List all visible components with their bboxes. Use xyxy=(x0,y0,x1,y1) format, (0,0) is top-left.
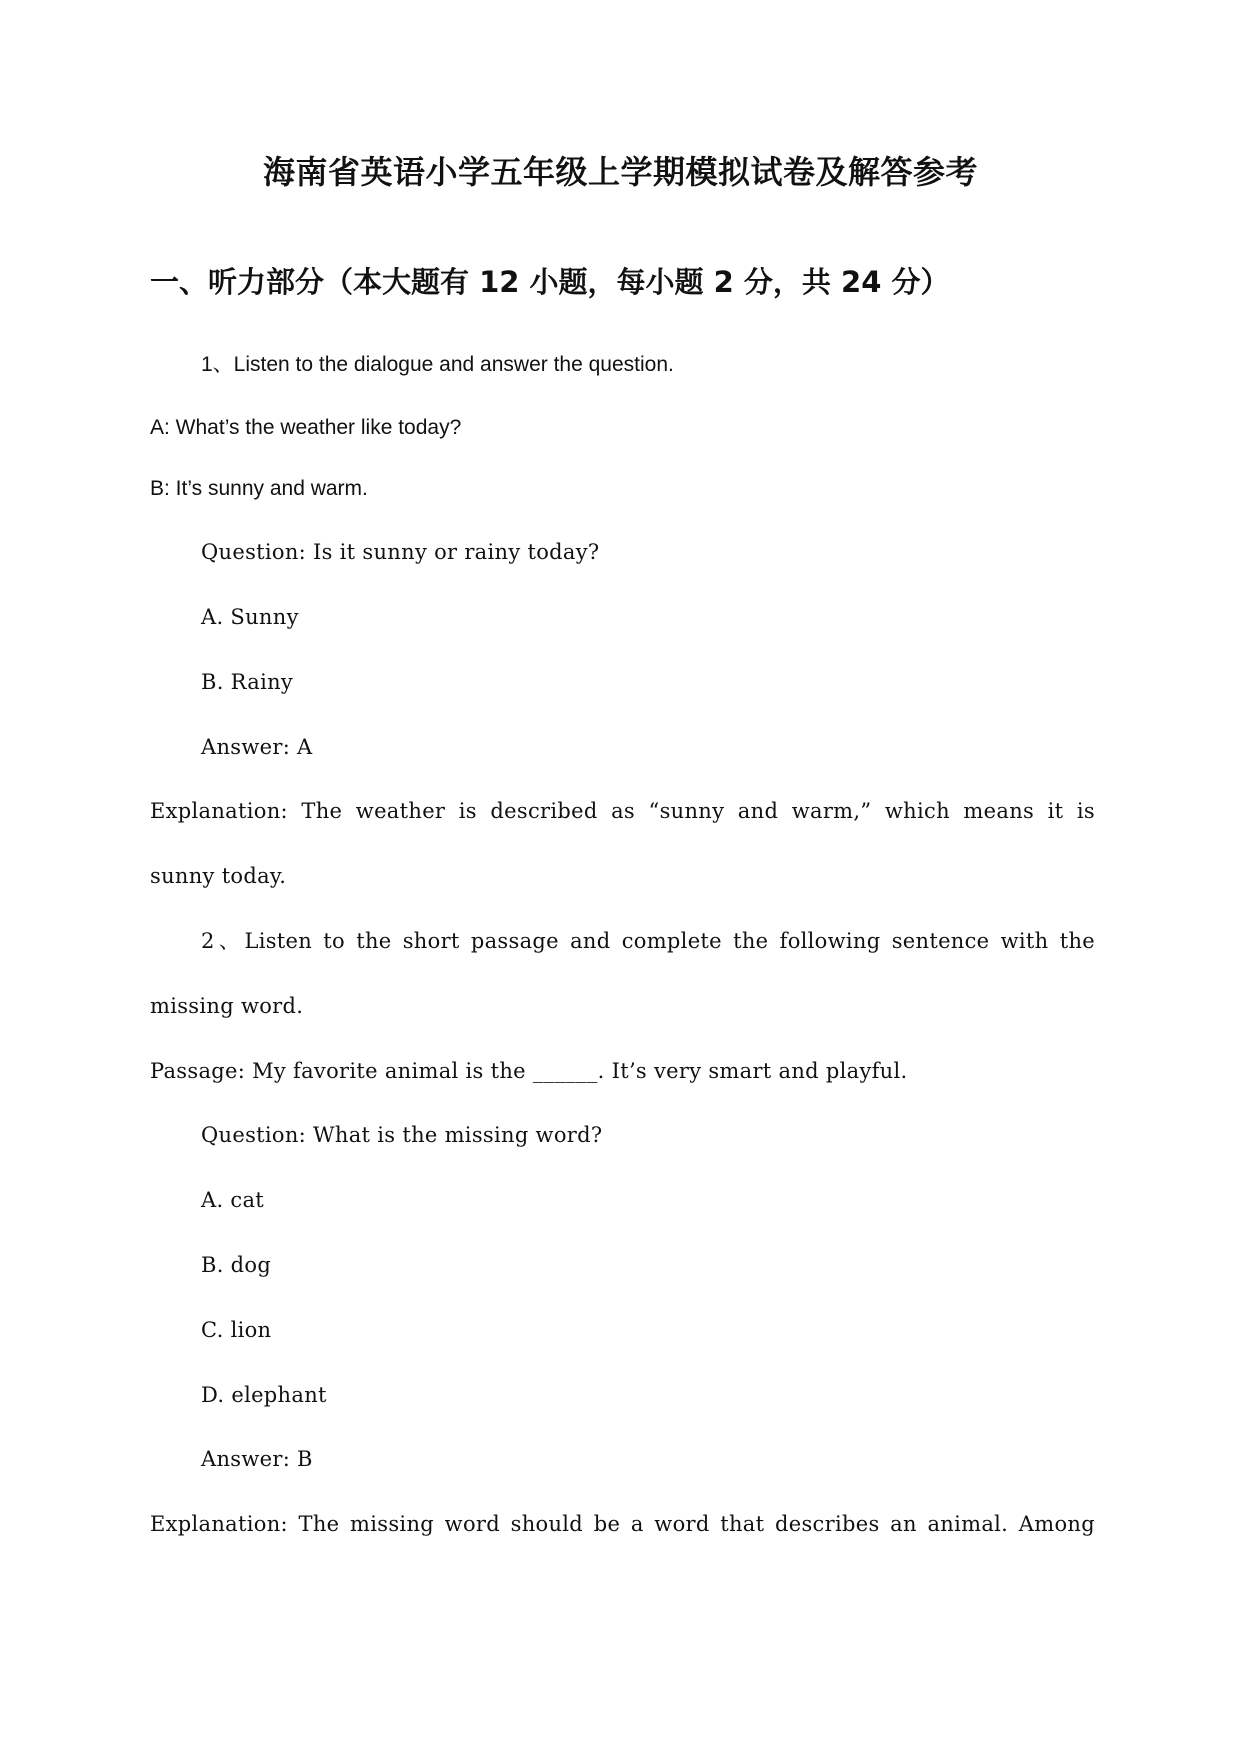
q2-option-d: D. elephant xyxy=(201,1383,327,1407)
q1-question: Question: Is it sunny or rainy today? xyxy=(201,540,600,564)
q2-answer: Answer: B xyxy=(201,1447,313,1471)
q1-dialogue-a: A: What’s the weather like today? xyxy=(150,416,462,439)
q2-option-c: C. lion xyxy=(201,1318,272,1342)
q1-answer: Answer: A xyxy=(201,735,313,759)
q1-prompt: 1、Listen to the dialogue and answer the question. xyxy=(201,353,674,376)
q1-dialogue-b: B: It’s sunny and warm. xyxy=(150,477,368,500)
q1-explanation-line2: sunny today. xyxy=(150,864,287,888)
q2-explanation-line1: Explanation: The missing word should be a word that describes an animal. Among xyxy=(150,1512,1095,1536)
section-heading-listening: 一、听力部分（本大题有 12 小题，每小题 2 分，共 24 分） xyxy=(150,265,950,299)
q2-prompt-line1: 2、Listen to the short passage and complete the following sentence with the xyxy=(201,929,1095,953)
q2-prompt-line2: missing word. xyxy=(150,994,304,1018)
q2-question: Question: What is the missing word? xyxy=(201,1123,603,1147)
q1-option-a: A. Sunny xyxy=(201,605,299,629)
q1-option-b: B. Rainy xyxy=(201,670,294,694)
page-title: 海南省英语小学五年级上学期模拟试卷及解答参考 xyxy=(262,153,978,191)
q2-option-a: A. cat xyxy=(201,1188,265,1212)
q2-option-b: B. dog xyxy=(201,1253,272,1277)
q2-passage: Passage: My favorite animal is the ______. It’s very smart and playful. xyxy=(150,1059,908,1083)
q1-explanation-line1: Explanation: The weather is described as “sunny and warm,” which means it is xyxy=(150,799,1095,823)
